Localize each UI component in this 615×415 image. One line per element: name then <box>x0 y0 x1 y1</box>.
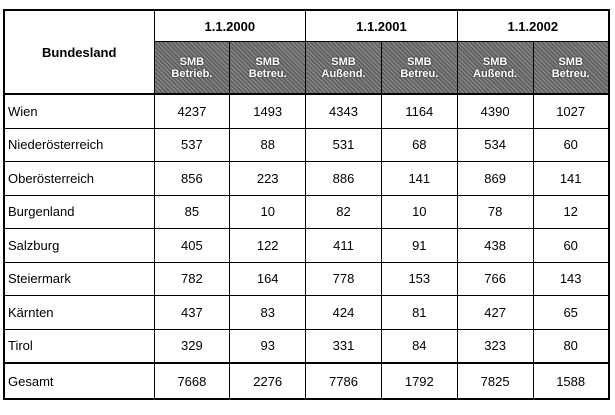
subheader-2000-b <box>230 42 306 94</box>
cell-value: 80 <box>533 329 609 363</box>
subheader-text: SMB Betrieb. <box>171 55 213 80</box>
cell-value: 78 <box>457 195 533 229</box>
row-label: Wien <box>4 94 154 128</box>
table-row <box>4 94 609 128</box>
cell-value: 1164 <box>381 94 457 128</box>
cell-value: 778 <box>306 262 382 296</box>
subheader-2001-a <box>306 42 382 94</box>
cell-value: 164 <box>230 262 306 296</box>
cell-value: 60 <box>533 229 609 263</box>
total-value: 2276 <box>230 363 306 399</box>
subheader-text: SMB Betreu. <box>400 55 439 80</box>
row-label: Steiermark <box>4 262 154 296</box>
table-row <box>4 296 609 330</box>
subheader-text: SMB Außend. <box>473 55 518 80</box>
cell-value: 91 <box>381 229 457 263</box>
cell-value: 537 <box>154 128 230 162</box>
total-value: 7786 <box>306 363 382 399</box>
cell-value: 83 <box>230 296 306 330</box>
cell-value: 60 <box>533 128 609 162</box>
subheader-2002-b <box>533 42 609 94</box>
cell-value: 85 <box>154 195 230 229</box>
cell-value: 437 <box>154 296 230 330</box>
cell-value: 1027 <box>533 94 609 128</box>
table-row <box>4 329 609 363</box>
cell-value: 329 <box>154 329 230 363</box>
subheader-text: SMB Betreu. <box>248 55 287 80</box>
cell-value: 88 <box>230 128 306 162</box>
bundesland-table <box>3 9 610 400</box>
cell-value: 4343 <box>306 94 382 128</box>
row-label: Oberösterreich <box>4 162 154 196</box>
cell-value: 68 <box>381 128 457 162</box>
total-value: 7825 <box>457 363 533 399</box>
cell-value: 81 <box>381 296 457 330</box>
subheader-text: SMB Außend. <box>321 55 366 80</box>
table-row <box>4 262 609 296</box>
header-year-2000: 1.1.2000 <box>154 10 306 42</box>
cell-value: 65 <box>533 296 609 330</box>
table-row <box>4 162 609 196</box>
subheader-2001-b <box>381 42 457 94</box>
cell-value: 405 <box>154 229 230 263</box>
subheader-2002-a <box>457 42 533 94</box>
cell-value: 869 <box>457 162 533 196</box>
total-value: 7668 <box>154 363 230 399</box>
row-label: Burgenland <box>4 195 154 229</box>
cell-value: 531 <box>306 128 382 162</box>
cell-value: 4237 <box>154 94 230 128</box>
cell-value: 438 <box>457 229 533 263</box>
cell-value: 331 <box>306 329 382 363</box>
table-row <box>4 195 609 229</box>
row-label: Kärnten <box>4 296 154 330</box>
cell-value: 122 <box>230 229 306 263</box>
table-row <box>4 128 609 162</box>
table-row <box>4 229 609 263</box>
cell-value: 82 <box>306 195 382 229</box>
total-label: Gesamt <box>4 363 154 399</box>
header-bundesland: Bundesland <box>4 10 154 94</box>
cell-value: 84 <box>381 329 457 363</box>
row-label: Salzburg <box>4 229 154 263</box>
cell-value: 427 <box>457 296 533 330</box>
cell-value: 143 <box>533 262 609 296</box>
row-label: Niederösterreich <box>4 128 154 162</box>
subheader-2000-a <box>154 42 230 94</box>
cell-value: 12 <box>533 195 609 229</box>
header-year-2002: 1.1.2002 <box>457 10 609 42</box>
cell-value: 766 <box>457 262 533 296</box>
subheader-text: SMB Betreu. <box>551 55 590 80</box>
cell-value: 411 <box>306 229 382 263</box>
cell-value: 1493 <box>230 94 306 128</box>
cell-value: 153 <box>381 262 457 296</box>
cell-value: 10 <box>230 195 306 229</box>
row-label: Tirol <box>4 329 154 363</box>
total-row <box>4 363 609 399</box>
cell-value: 141 <box>533 162 609 196</box>
cell-value: 856 <box>154 162 230 196</box>
cell-value: 323 <box>457 329 533 363</box>
cell-value: 4390 <box>457 94 533 128</box>
cell-value: 141 <box>381 162 457 196</box>
cell-value: 534 <box>457 128 533 162</box>
cell-value: 424 <box>306 296 382 330</box>
cell-value: 223 <box>230 162 306 196</box>
total-value: 1588 <box>533 363 609 399</box>
cell-value: 93 <box>230 329 306 363</box>
cell-value: 10 <box>381 195 457 229</box>
total-value: 1792 <box>381 363 457 399</box>
cell-value: 782 <box>154 262 230 296</box>
table-container <box>3 9 610 400</box>
header-year-2001: 1.1.2001 <box>306 10 458 42</box>
cell-value: 886 <box>306 162 382 196</box>
